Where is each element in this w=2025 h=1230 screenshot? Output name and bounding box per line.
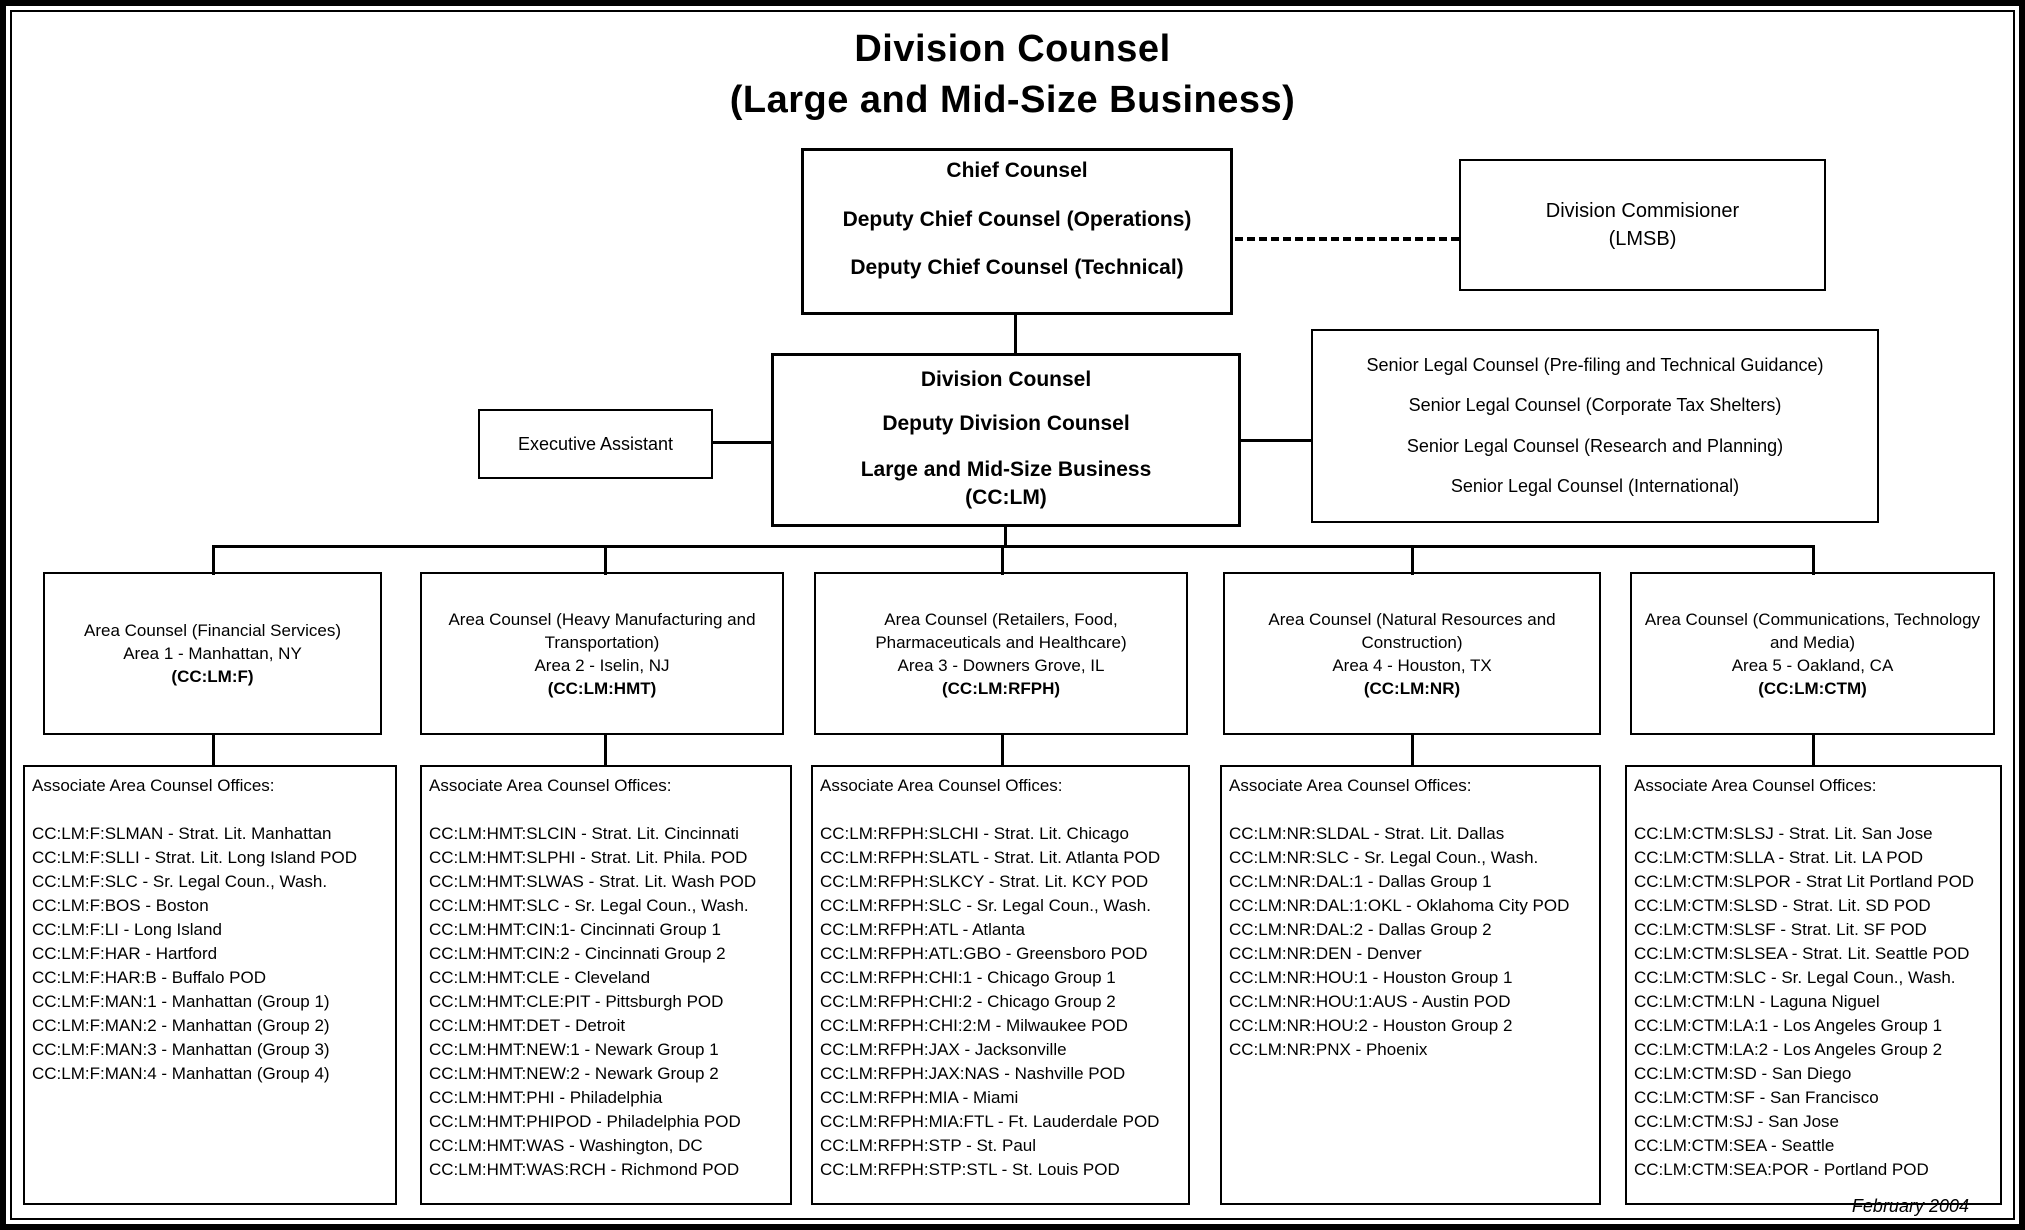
office-list-item: CC:LM:RFPH:ATL - Atlanta	[820, 920, 1025, 939]
office-list-item: CC:LM:RFPH:SLATL - Strat. Lit. Atlanta POD	[820, 848, 1161, 867]
associate-offices-header: Associate Area Counsel Offices:	[1634, 776, 1877, 795]
connector-area4-to-list	[1411, 735, 1414, 765]
slc-tax-shelters-line: Senior Legal Counsel (Corporate Tax Shelters)	[1408, 395, 1782, 416]
office-list-item: CC:LM:RFPH:CHI:2:M - Milwaukee POD	[820, 1016, 1128, 1035]
associate-offices-header: Associate Area Counsel Offices:	[429, 776, 672, 795]
office-list-item: CC:LM:RFPH:CHI:2 - Chicago Group 2	[820, 992, 1116, 1011]
division-commissioner-line2: (LMSB)	[1608, 228, 1677, 250]
office-list-item: CC:LM:CTM:SLC - Sr. Legal Coun., Wash.	[1634, 968, 1956, 987]
office-list-item: CC:LM:HMT:SLCIN - Strat. Lit. Cincinnati	[429, 824, 739, 843]
division-commissioner-line1: Division Commisioner	[1545, 200, 1740, 222]
executive-assistant-label: Executive Assistant	[517, 433, 674, 454]
page-title-line2: (Large and Mid-Size Business)	[729, 79, 1296, 121]
office-list-item: CC:LM:CTM:SLPOR - Strat Lit Portland POD	[1634, 872, 1975, 891]
office-list-item: CC:LM:RFPH:JAX - Jacksonville	[820, 1040, 1067, 1059]
office-list-item: CC:LM:NR:PNX - Phoenix	[1229, 1040, 1428, 1059]
area-code: (CC:LM:CTM)	[1758, 678, 1867, 698]
office-list-item: CC:LM:F:MAN:3 - Manhattan (Group 3)	[32, 1040, 330, 1059]
page-title-line1: Division Counsel	[854, 28, 1171, 70]
chief-counsel-box	[801, 148, 1233, 315]
senior-legal-counsel-box	[1311, 329, 1879, 523]
division-commissioner-box	[1459, 159, 1826, 291]
associate-offices-box-1	[23, 765, 397, 1205]
area-code: (CC:LM:RFPH)	[941, 678, 1061, 698]
office-list-item: CC:LM:F:SLMAN - Strat. Lit. Manhattan	[32, 824, 332, 843]
office-list-item: CC:LM:NR:DAL:2 - Dallas Group 2	[1229, 920, 1492, 939]
area-counsel-box-4	[1223, 572, 1601, 735]
lmsb-line: Large and Mid-Size Business	[860, 458, 1152, 481]
office-list-item: CC:LM:RFPH:SLCHI - Strat. Lit. Chicago	[820, 824, 1129, 843]
office-list-item: CC:LM:CTM:SLSF - Strat. Lit. SF POD	[1634, 920, 1927, 939]
slc-international-line: Senior Legal Counsel (International)	[1450, 476, 1740, 497]
connector-drop-area5	[1812, 545, 1815, 575]
office-list-item: CC:LM:HMT:WAS:RCH - Richmond POD	[429, 1160, 740, 1179]
office-list-item: CC:LM:F:MAN:2 - Manhattan (Group 2)	[32, 1016, 330, 1035]
division-counsel-line: Division Counsel	[920, 368, 1092, 391]
slc-research-planning-line: Senior Legal Counsel (Research and Planning)	[1406, 435, 1784, 456]
deputy-chief-operations-line: Deputy Chief Counsel (Operations)	[842, 207, 1192, 231]
area-location: Area 4 - Houston, TX	[1332, 655, 1492, 675]
office-list-item: CC:LM:NR:HOU:1 - Houston Group 1	[1229, 968, 1513, 987]
connector-area3-to-list	[1001, 735, 1004, 765]
area-code: (CC:LM:NR)	[1363, 678, 1461, 698]
office-list	[820, 822, 1160, 1182]
associate-offices-box-4	[1220, 765, 1601, 1205]
area-location: Area 2 - Iselin, NJ	[534, 655, 670, 675]
office-list-item: CC:LM:HMT:SLWAS - Strat. Lit. Wash POD	[429, 872, 757, 891]
area-title: Area Counsel (Heavy Manufacturing and Transportation)	[448, 609, 756, 652]
office-list-item: CC:LM:NR:DAL:1:OKL - Oklahoma City POD	[1229, 896, 1570, 915]
division-counsel-org-lines	[861, 456, 1152, 512]
associate-offices-header: Associate Area Counsel Offices:	[1229, 776, 1472, 795]
office-list-item: CC:LM:F:MAN:1 - Manhattan (Group 1)	[32, 992, 330, 1011]
office-list-item: CC:LM:RFPH:SLC - Sr. Legal Coun., Wash.	[820, 896, 1151, 915]
office-list-item: CC:LM:NR:SLDAL - Strat. Lit. Dallas	[1229, 824, 1505, 843]
office-list-item: CC:LM:RFPH:MIA:FTL - Ft. Lauderdale POD	[820, 1112, 1160, 1131]
office-list-item: CC:LM:NR:HOU:2 - Houston Group 2	[1229, 1016, 1513, 1035]
office-list-item: CC:LM:CTM:SLSD - Strat. Lit. SD POD	[1634, 896, 1931, 915]
area-location: Area 3 - Downers Grove, IL	[897, 655, 1105, 675]
office-list-item: CC:LM:HMT:SLC - Sr. Legal Coun., Wash.	[429, 896, 749, 915]
office-list-item: CC:LM:NR:SLC - Sr. Legal Coun., Wash.	[1229, 848, 1539, 867]
chief-counsel-line: Chief Counsel	[946, 159, 1088, 182]
area-title: Area Counsel (Financial Services)	[84, 621, 341, 640]
office-list-item: CC:LM:F:SLLI - Strat. Lit. Long Island POD	[32, 848, 358, 867]
office-list-item: CC:LM:F:LI - Long Island	[32, 920, 222, 939]
office-list-item: CC:LM:CTM:SJ - San Jose	[1634, 1112, 1839, 1131]
office-list-item: CC:LM:CTM:LN - Laguna Niguel	[1634, 992, 1880, 1011]
area-title: Area Counsel (Natural Resources and Construction)	[1268, 609, 1556, 652]
area-counsel-box-1	[43, 572, 382, 735]
deputy-chief-technical-line: Deputy Chief Counsel (Technical)	[850, 256, 1184, 279]
connector-drop-area3	[1001, 545, 1004, 575]
office-list-item: CC:LM:CTM:SLSJ - Strat. Lit. San Jose	[1634, 824, 1933, 843]
office-list-item: CC:LM:HMT:WAS - Washington, DC	[429, 1136, 703, 1155]
office-list-item: CC:LM:HMT:NEW:1 - Newark Group 1	[429, 1040, 719, 1059]
office-list-item: CC:LM:RFPH:SLKCY - Strat. Lit. KCY POD	[820, 872, 1149, 891]
connector-drop-area4	[1411, 545, 1414, 575]
office-list-item: CC:LM:HMT:DET - Detroit	[429, 1016, 626, 1035]
associate-offices-header: Associate Area Counsel Offices:	[820, 776, 1063, 795]
office-list-item: CC:LM:HMT:CIN:2 - Cincinnati Group 2	[429, 944, 726, 963]
connector-drop-area2	[604, 545, 607, 575]
area-counsel-box-2	[420, 572, 784, 735]
office-list	[1229, 822, 1569, 1062]
office-list-item: CC:LM:NR:HOU:1:AUS - Austin POD	[1229, 992, 1511, 1011]
associate-offices-box-2	[420, 765, 792, 1205]
connector-area5-to-list	[1812, 735, 1815, 765]
area-counsel-box-3	[814, 572, 1188, 735]
office-list-item: CC:LM:F:HAR:B - Buffalo POD	[32, 968, 266, 987]
connector-area1-to-list	[212, 735, 215, 765]
deputy-division-counsel-line: Deputy Division Counsel	[882, 412, 1130, 435]
office-list-item: CC:LM:HMT:CLE:PIT - Pittsburgh POD	[429, 992, 724, 1011]
connector-tree-horizontal	[212, 545, 1815, 548]
office-list-item: CC:LM:HMT:NEW:2 - Newark Group 2	[429, 1064, 719, 1083]
area-code: (CC:LM:F)	[171, 667, 254, 686]
office-list-item: CC:LM:F:MAN:4 - Manhattan (Group 4)	[32, 1064, 330, 1083]
area-title: Area Counsel (Communications, Technology and Media)	[1644, 609, 1981, 652]
associate-offices-box-5	[1625, 765, 2002, 1205]
connector-exec-assistant	[713, 441, 771, 444]
executive-assistant-box	[478, 409, 713, 479]
cclm-code-line: (CC:LM)	[965, 486, 1047, 509]
area-code: (CC:LM:HMT)	[547, 678, 657, 698]
area-location: Area 1 - Manhattan, NY	[123, 644, 302, 663]
office-list-item: CC:LM:RFPH:CHI:1 - Chicago Group 1	[820, 968, 1116, 987]
office-list-item: CC:LM:NR:DAL:1 - Dallas Group 1	[1229, 872, 1492, 891]
office-list-item: CC:LM:RFPH:STP:STL - St. Louis POD	[820, 1160, 1120, 1179]
division-counsel-box	[771, 353, 1241, 527]
office-list	[429, 822, 756, 1182]
office-list-item: CC:LM:CTM:LA:2 - Los Angeles Group 2	[1634, 1040, 1943, 1059]
office-list-item: CC:LM:RFPH:JAX:NAS - Nashville POD	[820, 1064, 1126, 1083]
office-list-item: CC:LM:HMT:PHIPOD - Philadelphia POD	[429, 1112, 741, 1131]
slc-prefiling-line: Senior Legal Counsel (Pre-filing and Technical Guidance)	[1366, 354, 1824, 375]
office-list-item: CC:LM:RFPH:MIA - Miami	[820, 1088, 1019, 1107]
office-list-item: CC:LM:HMT:PHI - Philadelphia	[429, 1088, 663, 1107]
office-list-item: CC:LM:NR:DEN - Denver	[1229, 944, 1422, 963]
office-list-item: CC:LM:CTM:SLSEA - Strat. Lit. Seattle POD	[1634, 944, 1970, 963]
area-location: Area 5 - Oakland, CA	[1731, 655, 1894, 675]
associate-offices-header: Associate Area Counsel Offices:	[32, 776, 275, 795]
connector-drop-area1	[212, 545, 215, 575]
office-list-item: CC:LM:F:HAR - Hartford	[32, 944, 218, 963]
page-title	[0, 24, 2025, 126]
office-list-item: CC:LM:CTM:LA:1 - Los Angeles Group 1	[1634, 1016, 1943, 1035]
office-list-item: CC:LM:CTM:SEA - Seattle	[1634, 1136, 1835, 1155]
office-list-item: CC:LM:RFPH:STP - St. Paul	[820, 1136, 1037, 1155]
office-list-item: CC:LM:HMT:SLPHI - Strat. Lit. Phila. POD	[429, 848, 748, 867]
office-list-item: CC:LM:CTM:SEA:POR - Portland POD	[1634, 1160, 1929, 1179]
area-counsel-box-5	[1630, 572, 1995, 735]
office-list-item: CC:LM:CTM:SLLA - Strat. Lit. LA POD	[1634, 848, 1924, 867]
area-title: Area Counsel (Retailers, Food, Pharmaceuticals and Healthcare)	[875, 609, 1127, 652]
office-list-item: CC:LM:F:BOS - Boston	[32, 896, 209, 915]
connector-senior-legal-counsel	[1241, 439, 1311, 442]
office-list-item: CC:LM:HMT:CLE - Cleveland	[429, 968, 651, 987]
connector-chief-to-division	[1014, 315, 1017, 355]
office-list	[32, 822, 357, 1086]
office-list-item: CC:LM:RFPH:ATL:GBO - Greensboro POD	[820, 944, 1148, 963]
connector-dashed-to-commissioner	[1235, 237, 1459, 241]
office-list-item: CC:LM:F:SLC - Sr. Legal Coun., Wash.	[32, 872, 328, 891]
office-list-item: CC:LM:HMT:CIN:1- Cincinnati Group 1	[429, 920, 721, 939]
office-list-item: CC:LM:CTM:SF - San Francisco	[1634, 1088, 1879, 1107]
office-list-item: CC:LM:CTM:SD - San Diego	[1634, 1064, 1852, 1083]
associate-offices-box-3	[811, 765, 1190, 1205]
office-list	[1634, 822, 1974, 1182]
chart-date: February 2004	[1851, 1196, 1969, 1216]
connector-area2-to-list	[604, 735, 607, 765]
